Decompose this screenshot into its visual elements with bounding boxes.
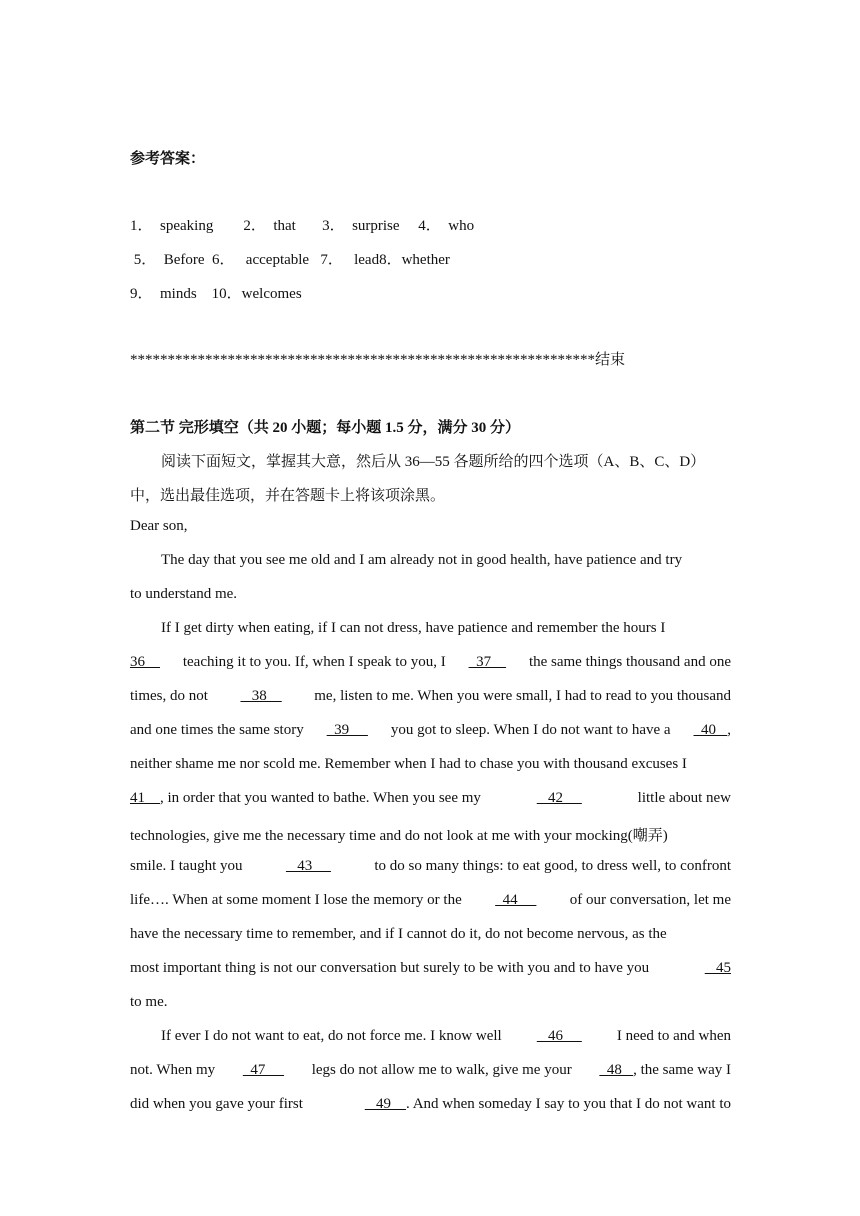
passage-fragment: life…. When at some moment I lose the memory or the — [130, 892, 462, 908]
answer-row-2: 5． Before 6． acceptable 7． lead8．whether — [130, 252, 450, 268]
passage-fragment: I need to and when — [616, 1028, 731, 1044]
blank-44: 44 — [495, 892, 537, 908]
blank-42: 42 — [536, 790, 582, 806]
passage-line — [130, 960, 731, 977]
passage-line — [130, 858, 731, 875]
passage-line — [130, 1062, 731, 1079]
passage-line — [161, 1028, 731, 1045]
passage-fragment: If ever I do not want to eat, do not force me. I know well — [161, 1028, 502, 1044]
passage-line: technologies, give me the necessary time and do not look at me with your mocking(嘲弄) — [130, 828, 668, 844]
end-marker: **************************************************************结束 — [130, 352, 626, 368]
passage-fragment: little about new — [637, 790, 731, 806]
blank-37: 37 — [468, 654, 507, 670]
blank-45: 45 — [704, 960, 731, 976]
passage-fragment: not. When my — [130, 1062, 216, 1078]
answer-key-heading: 参考答案： — [130, 151, 206, 167]
passage-fragment: most important thing is not our conversation but surely to be with you and to have you — [130, 960, 650, 976]
passage-fragment: me, listen to me. When you were small, I had to read to you thousand — [314, 688, 731, 704]
passage-fragment: legs do not allow me to walk, give me your — [311, 1062, 572, 1078]
passage-fragment: did when you gave your first — [130, 1096, 303, 1112]
passage-fragment: you got to sleep. When I do not want to have a — [390, 722, 671, 738]
passage-fragment: . And when someday I say to you that I do not want to — [406, 1096, 731, 1112]
blank-40: 40 — [693, 722, 728, 738]
passage-line: and one times the same story 39 you got to sleep. When I do not want to have a 40 , — [130, 722, 731, 738]
passage-fragment: , in order that you wanted to bathe. When you see my — [160, 790, 481, 806]
passage-fragment: times, do not — [130, 688, 208, 704]
blank-48: 48 — [599, 1062, 634, 1078]
blank-46: 46 — [536, 1028, 582, 1044]
passage-line — [130, 1096, 731, 1113]
salutation: Dear son, — [130, 518, 188, 534]
passage-fragment: of our conversation, let me — [569, 892, 731, 908]
passage-line: neither shame me nor scold me. Remember when I had to chase you with thousand excuses I — [130, 756, 687, 772]
instruction-line-1: 阅读下面短文，掌握其大意，然后从 36—55 各题所给的四个选项（A、B、C、D） — [161, 454, 706, 470]
instruction-line-2: 中，选出最佳选项，并在答题卡上将该项涂黑。 — [130, 488, 446, 504]
blank-41: 41 — [130, 790, 160, 806]
passage-line — [130, 688, 731, 705]
passage-fragment: teaching it to you. If, when I speak to you, I — [182, 654, 446, 670]
passage-line — [130, 892, 731, 909]
blank-49: 49 — [364, 1096, 407, 1112]
blank-39: 39 — [326, 722, 368, 738]
passage-fragment: the same things thousand and one — [528, 654, 731, 670]
passage-line: If I get dirty when eating, if I can not dress, have patience and remember the hours I — [161, 620, 666, 636]
section-title: 第二节 完形填空（共 20 小题；每小题 1.5 分，满分 30 分） — [130, 420, 521, 436]
passage-line: to understand me. — [130, 586, 238, 602]
passage-line — [130, 790, 731, 807]
passage-line: The day that you see me old and I am already not in good health, have patience and try — [161, 552, 683, 568]
passage-fragment: and one times the same story — [130, 722, 304, 738]
blank-43: 43 — [285, 858, 331, 874]
passage-line: have the necessary time to remember, and if I cannot do it, do not become nervous, as the — [130, 926, 667, 942]
answer-row-3: 9． minds 10．welcomes — [130, 286, 302, 302]
answer-row-1: 1． speaking 2． that 3． surprise 4． who — [130, 218, 475, 234]
passage-line: to me. — [130, 994, 168, 1010]
blank-36: 36 — [130, 654, 160, 670]
blank-38: 38 — [240, 688, 282, 704]
passage-fragment: , the same way I — [633, 1062, 731, 1078]
passage-fragment: smile. I taught you — [130, 858, 243, 874]
passage-line — [130, 654, 731, 671]
passage-fragment: to do so many things: to eat good, to dress well, to confront — [374, 858, 731, 874]
blank-47: 47 — [242, 1062, 285, 1078]
